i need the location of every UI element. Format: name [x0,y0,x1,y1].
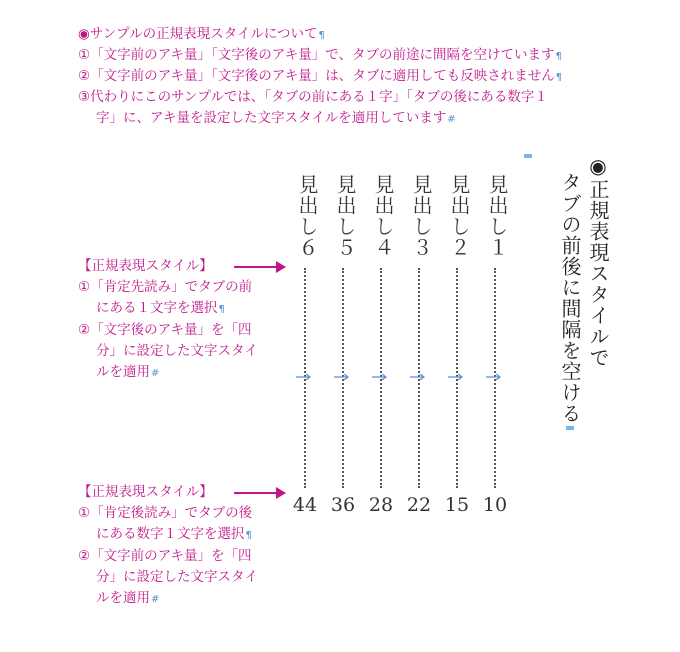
annotation-text: ルを適用 [96,590,150,606]
page-number-2[interactable]: 15 [444,494,470,516]
annotation-text: ②「文字後のアキ量」を「四 [78,322,252,338]
tab-icon [410,374,428,380]
heading-3[interactable]: 見出し３ [409,174,433,258]
tab-icon [448,374,466,380]
annotation-text: ②「文字前のアキ量」を「四 [78,548,252,564]
note-line-2: ①「文字前のアキ量」「文字後のアキ量」で、タブの前途に間隔を空けています¶ [78,47,562,63]
heading-5[interactable]: 見出し５ [333,174,357,258]
tab-icon [296,374,314,380]
page-number-1[interactable]: 10 [482,494,508,516]
arrow-icon [234,266,284,268]
tab-icon [486,374,504,380]
tab-icon [334,374,352,380]
annotation-text: 分」に設定した文字スタイ [96,343,258,359]
note-line-3: ②「文字前のアキ量」「文字後のアキ量」は、タブに適用しても反映されません¶ [78,68,563,84]
vertical-title-line-2: タブの前後に間隔を空ける [558,172,582,424]
tab-icon [372,374,390,380]
annotation-text: ①「肯定先読み」でタブの前 [78,279,253,295]
page-number-4[interactable]: 28 [368,494,394,516]
annotation-text: にある数字１文字を選択 [96,526,245,542]
heading-1[interactable]: 見出し１ [485,174,509,258]
end-marker [566,426,574,430]
annotation-lookahead: 【正規表現スタイル】 ①「肯定先読み」でタブの前 にある１文字を選択¶ ②「文字後のアキ量」を「四 分」に設定した文字スタイ ルを適用# [78,258,258,380]
frame-marker [524,154,532,158]
vertical-title-line-1: ◉正規表現スタイルで [586,154,610,368]
annotation-text: 分」に設定した文字スタイ [96,569,258,585]
annotation-text: ①「肯定後読み」でタブの後 [78,505,253,521]
annotation-text: ルを適用 [96,364,150,380]
arrow-icon [234,492,284,494]
heading-2[interactable]: 見出し２ [447,174,471,258]
page-number-5[interactable]: 36 [330,494,356,516]
note-line-5: 字」に、アキ量を設定した文字スタイルを適用しています# [96,110,456,126]
annotation-text: にある１文字を選択 [96,300,218,316]
note-line-4: ③代わりにこのサンプルでは、「タブの前にある１字」「タブの後にある数字１ [78,89,548,105]
page-number-3[interactable]: 22 [406,494,432,516]
heading-4[interactable]: 見出し４ [371,174,395,258]
note-line-1: ◉サンプルの正規表現スタイルについて¶ [78,26,325,42]
heading-6[interactable]: 見出し６ [295,174,319,258]
annotation-title: 【正規表現スタイル】 [78,258,213,274]
page-number-6[interactable]: 44 [292,494,318,516]
annotation-title: 【正規表現スタイル】 [78,484,213,500]
annotation-lookbehind: 【正規表現スタイル】 ①「肯定後読み」でタブの後 にある数字１文字を選択¶ ②「文字前のアキ量」を「四 分」に設定した文字スタイ ルを適用# [78,484,258,606]
